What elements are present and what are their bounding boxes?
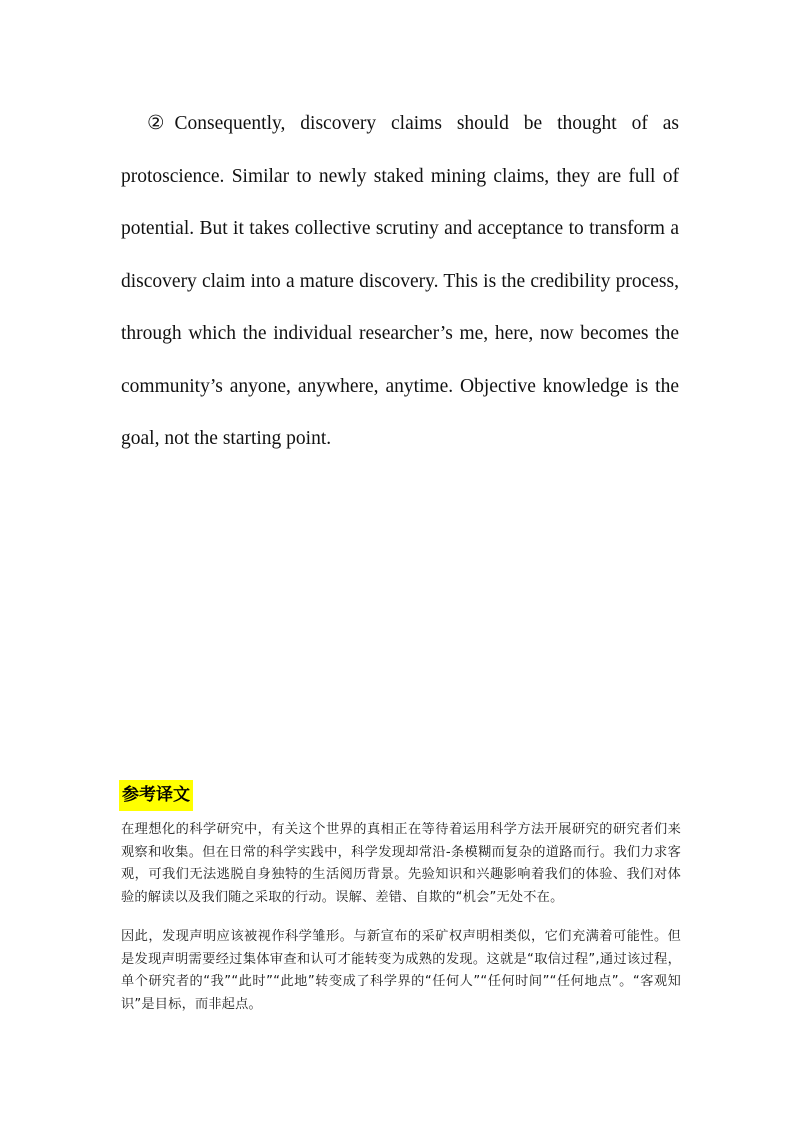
- translation-paragraph-2: 因此，发现声明应该被视作科学雏形。与新宣布的采矿权声明相类似，它们充满着可能性。但是发现声明需要经过集体审查和认可才能转变为成熟的发现。这就是“取信过程”,通过该过程，单个研究者的“我”“此时”“此地”转变成了科学界的“任何人”“任何时间”“任何地点”。“客观知识”是目标，而非起点。: [121, 929, 681, 1012]
- translation-paragraph-1: 在理想化的科学研究中，有关这个世界的真相正在等待着运用科学方法开展研究的研究者们来观察和收集。但在日常的科学实践中，科学发现却常沿-条模糊而复杂的道路而行。我们力求客观，可我们无法逃脱自身独特的生活阅历背景。先验知识和兴趣影响着我们的体验、我们对体验的解读以及我们随之采取的行动。误解、差错、自欺的“机会”无处不在。: [121, 822, 681, 905]
- reference-translation-heading: 参考译文: [119, 780, 193, 811]
- english-passage-paragraph: ②Consequently, discovery claims should be thought of as protoscience. Similar to newly staked mining claims, they are full of potential. But it takes collective scrutiny and acceptance to transform a discovery claim into a mature discovery. This is the credibility process, through which the individual researcher’s me, here, now becomes the community’s anyone, anywhere, anytime. Objective knowledge is the goal, not the starting point.: [121, 113, 679, 449]
